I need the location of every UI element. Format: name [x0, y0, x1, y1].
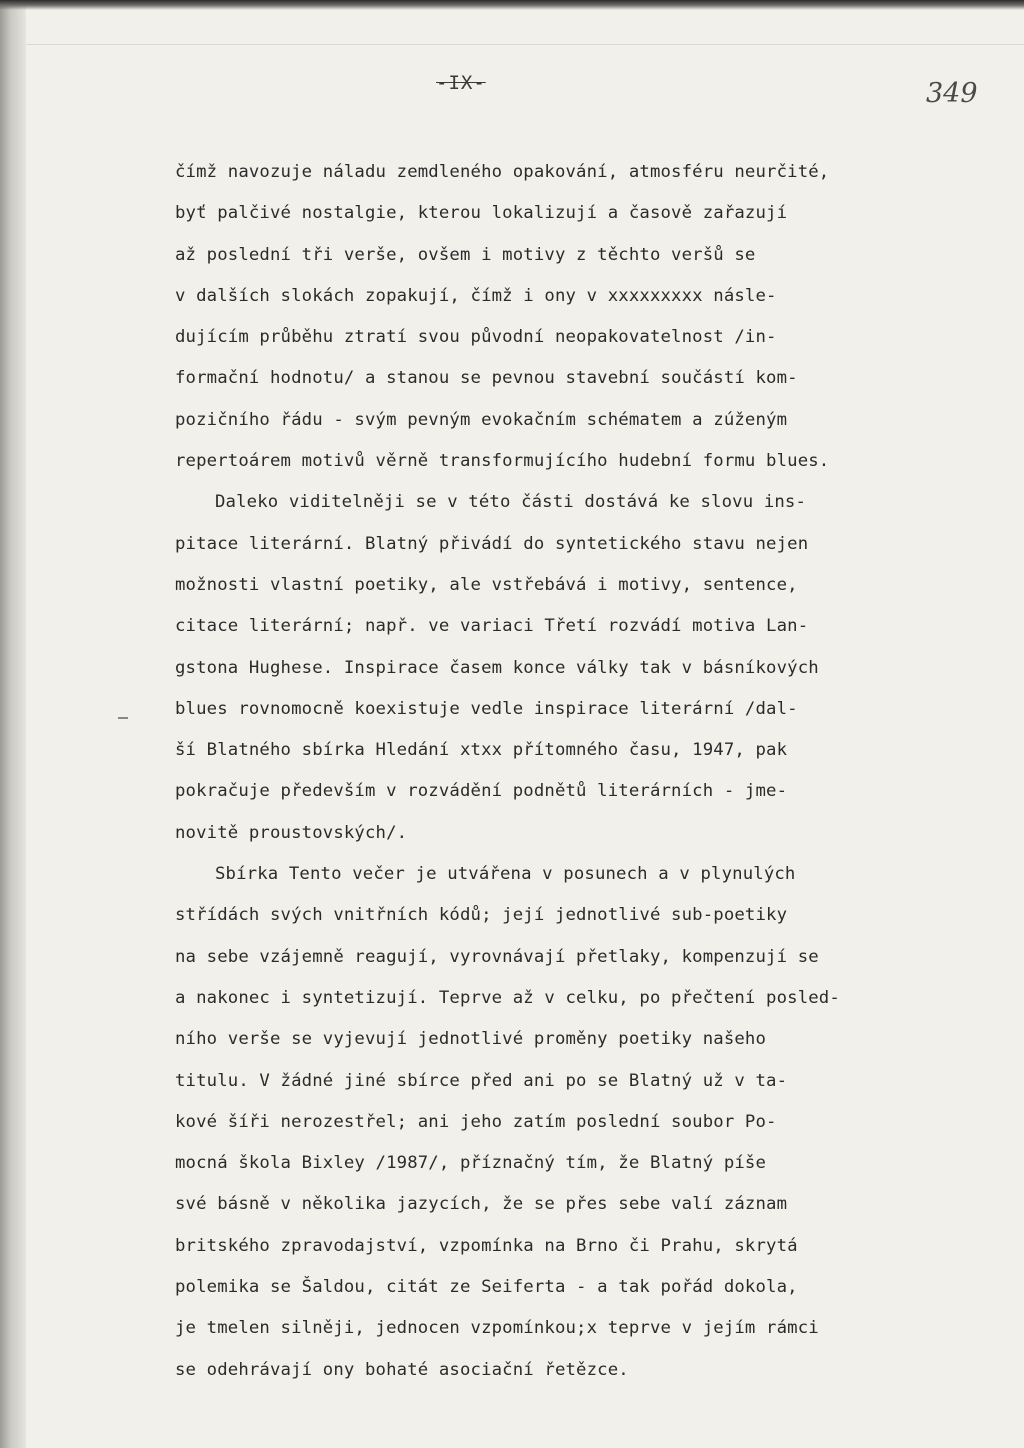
text-line: mocná škola Bixley /1987/, příznačný tím, že Blatný píše	[175, 1153, 767, 1174]
text-line: gstona Hughese. Inspirace časem konce války tak v básníkových	[175, 657, 819, 678]
text-line: možnosti vlastní poetiky, ale vstřebává i motivy, sentence,	[175, 574, 798, 595]
text-line: pitace literární. Blatný přivádí do syntetického stavu nejen	[175, 533, 809, 554]
text-line: střídách svých vnitřních kódů; její jednotlivé sub-poetiky	[175, 905, 788, 926]
text-line: blues rovnomocně koexistuje vedle inspirace literární /dal-	[175, 698, 798, 719]
margin-mark	[118, 717, 128, 719]
text-line: titulu. V žádné jiné sbírce před ani po se Blatný už v ta-	[175, 1070, 788, 1091]
text-line: Sbírka Tento večer je utvářena v posunech a v plynulých	[215, 864, 796, 885]
text-line: se odehrávají ony bohaté asociační řetězce.	[175, 1359, 629, 1380]
page-edge-shadow	[0, 0, 26, 1448]
text-line: formační hodnotu/ a stanou se pevnou stavební součástí kom-	[175, 368, 798, 389]
text-line: Daleko viditelněji se v této části dostává ke slovu ins-	[215, 492, 807, 513]
text-line: dujícím průběhu ztratí svou původní neopakovatelnost /in-	[175, 327, 777, 348]
text-line: pokračuje především v rozvádění podnětů literárních - jme-	[175, 781, 788, 802]
text-line: až poslední tři verše, ovšem i motivy z těchto veršů se	[175, 244, 756, 265]
text-line: ší Blatného sbírka Hledání xtxx přítomného času, 1947, pak	[175, 740, 788, 761]
paper-fold-line	[26, 44, 1024, 45]
text-line: kové šíři nerozestřel; ani jeho zatím poslední soubor Po-	[175, 1111, 777, 1132]
text-line: své básně v několika jazycích, že se přes sebe valí záznam	[175, 1194, 788, 1215]
text-line: repertoárem motivů věrně transformujícího hudební formu blues.	[175, 451, 830, 472]
text-line: ního verše se vyjevují jednotlivé proměny poetiky našeho	[175, 1029, 767, 1050]
text-line: v dalších slokách zopakují, čímž i ony v xxxxxxxxx násle-	[175, 285, 777, 306]
handwritten-page-number: 349	[926, 78, 978, 109]
typed-page-number	[436, 72, 486, 94]
text-line: polemika se Šaldou, citát ze Seiferta - a tak pořád dokola,	[175, 1277, 798, 1298]
text-line: britského zpravodajství, vzpomínka na Brno či Prahu, skrytá	[175, 1235, 798, 1256]
text-line: a nakonec i syntetizují. Teprve až v celku, po přečtení posled-	[175, 987, 840, 1008]
text-line: novitě proustovských/.	[175, 822, 408, 843]
text-line: je tmelen silněji, jednocen vzpomínkou;x teprve v jejím rámci	[175, 1318, 819, 1339]
scan-top-edge	[0, 0, 1024, 10]
typed-page-number-text: -IX-	[436, 72, 486, 94]
text-line: citace literární; např. ve variaci Třetí rozvádí motiva Lan-	[175, 616, 809, 637]
text-line: čímž navozuje náladu zemdleného opakování, atmosféru neurčité,	[175, 162, 830, 182]
text-line: na sebe vzájemně reagují, vyrovnávají přetlaky, kompenzují se	[175, 946, 819, 967]
text-line: byť palčivé nostalgie, kterou lokalizují a časově zařazují	[175, 203, 788, 224]
text-line: pozičního řádu - svým pevným evokačním schématem a zúženým	[175, 409, 788, 430]
typewritten-text-block	[175, 158, 985, 1397]
